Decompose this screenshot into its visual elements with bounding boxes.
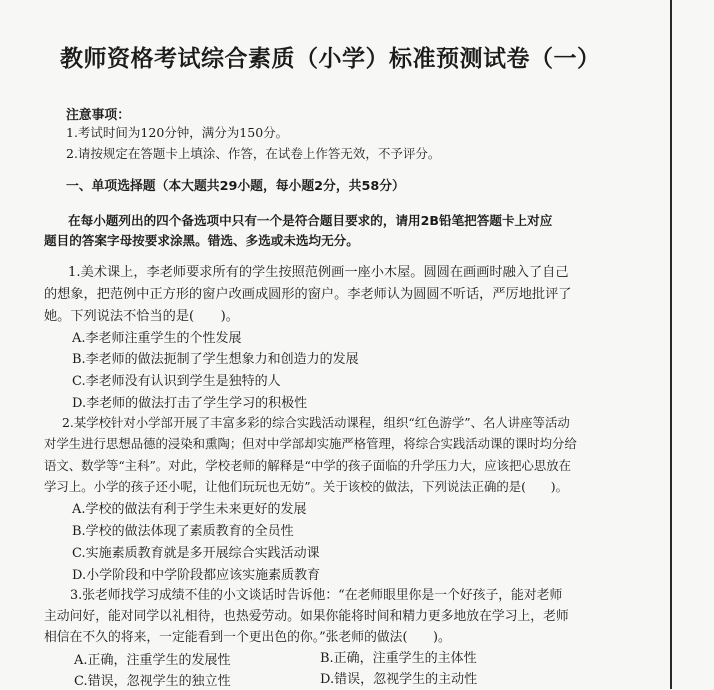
notice-item: 2.请按规定在答题卡上填涂、作答，在试卷上作答无效，不予评分。 [66, 146, 441, 161]
section-heading: 一、单项选择题（本大题共29小题，每小题2分，共58分） [66, 179, 405, 194]
question-1-stem: 她。下列说法不恰当的是( )。 [44, 309, 239, 324]
question-3-option-b: B.正确，注重学生的主体性 [320, 651, 477, 666]
question-3-option-c: C.错误，忽视学生的独立性 [74, 674, 231, 689]
notice-item: 1.考试时间为120分钟，满分为150分。 [66, 125, 289, 140]
question-3-option-d: D.错误，忽视学生的主动性 [320, 672, 478, 687]
question-1-option-a: A.李老师注重学生的个性发展 [72, 331, 242, 346]
page-edge-line [670, 0, 672, 689]
section-instruction: 在每小题列出的四个备选项中只有一个是符合题目要求的，请用2B铅笔把答题卡上对应 [68, 213, 553, 228]
question-2-stem: 语文、数学等“主科”。对此，学校老师的解释是“中学的孩子面临的升学压力大，应该把心思放在 [44, 458, 572, 473]
question-3-stem: 主动问好，能对同学以礼相待，也热爱劳动。如果你能将时间和精力更多地放在学习上，老师 [44, 609, 569, 624]
question-3-stem: 相信在不久的将来，一定能看到一个更出色的你。”张老师的做法( )。 [44, 630, 451, 645]
question-1-stem: 1.美术课上，李老师要求所有的学生按照范例画一座小木屋。圆圆在画画时融入了自己 [68, 265, 569, 280]
question-1-option-c: C.李老师没有认识到学生是独特的人 [72, 374, 281, 389]
question-1-stem: 的想象，把范例中正方形的窗户改画成圆形的窗户。李老师认为圆圆不听话，严厉地批评了 [44, 287, 572, 302]
notice-heading: 注意事项： [66, 108, 130, 123]
question-3-stem: 3.张老师找学习成绩不佳的小文谈话时告诉他：“在老师眼里你是一个好孩子，能对老师 [70, 588, 563, 603]
question-2-option-b: B.学校的做法体现了素质教育的全员性 [72, 524, 294, 539]
question-2-option-d: D.小学阶段和中学阶段都应该实施素质教育 [72, 568, 321, 583]
exam-title: 教师资格考试综合素质（小学）标准预测试卷（一） [60, 46, 601, 72]
question-3-option-a: A.正确，注重学生的发展性 [74, 653, 231, 668]
question-2-stem: 2.某学校针对小学部开展了丰富多彩的综合实践活动课程，组织“红色游学”、名人讲座等活动 [62, 415, 570, 430]
question-1-option-b: B.李老师的做法扼制了学生想象力和创造力的发展 [72, 352, 359, 367]
question-2-option-a: A.学校的做法有利于学生未来更好的发展 [72, 502, 307, 517]
question-2-option-c: C.实施素质教育就是多开展综合实践活动课 [72, 546, 320, 561]
question-2-stem: 对学生进行思想品德的浸染和熏陶；但对中学部却实施严格管理，将综合实践活动课的课时均分给 [44, 436, 577, 451]
question-1-option-d: D.李老师的做法打击了学生学习的积极性 [72, 396, 308, 411]
question-2-stem: 学习上。小学的孩子还小呢，让他们玩玩也无妨”。关于该校的做法，下列说法正确的是( )。 [44, 479, 569, 494]
section-instruction: 题目的答案字母按要求涂黑。错选、多选或未选均无分。 [44, 233, 359, 248]
